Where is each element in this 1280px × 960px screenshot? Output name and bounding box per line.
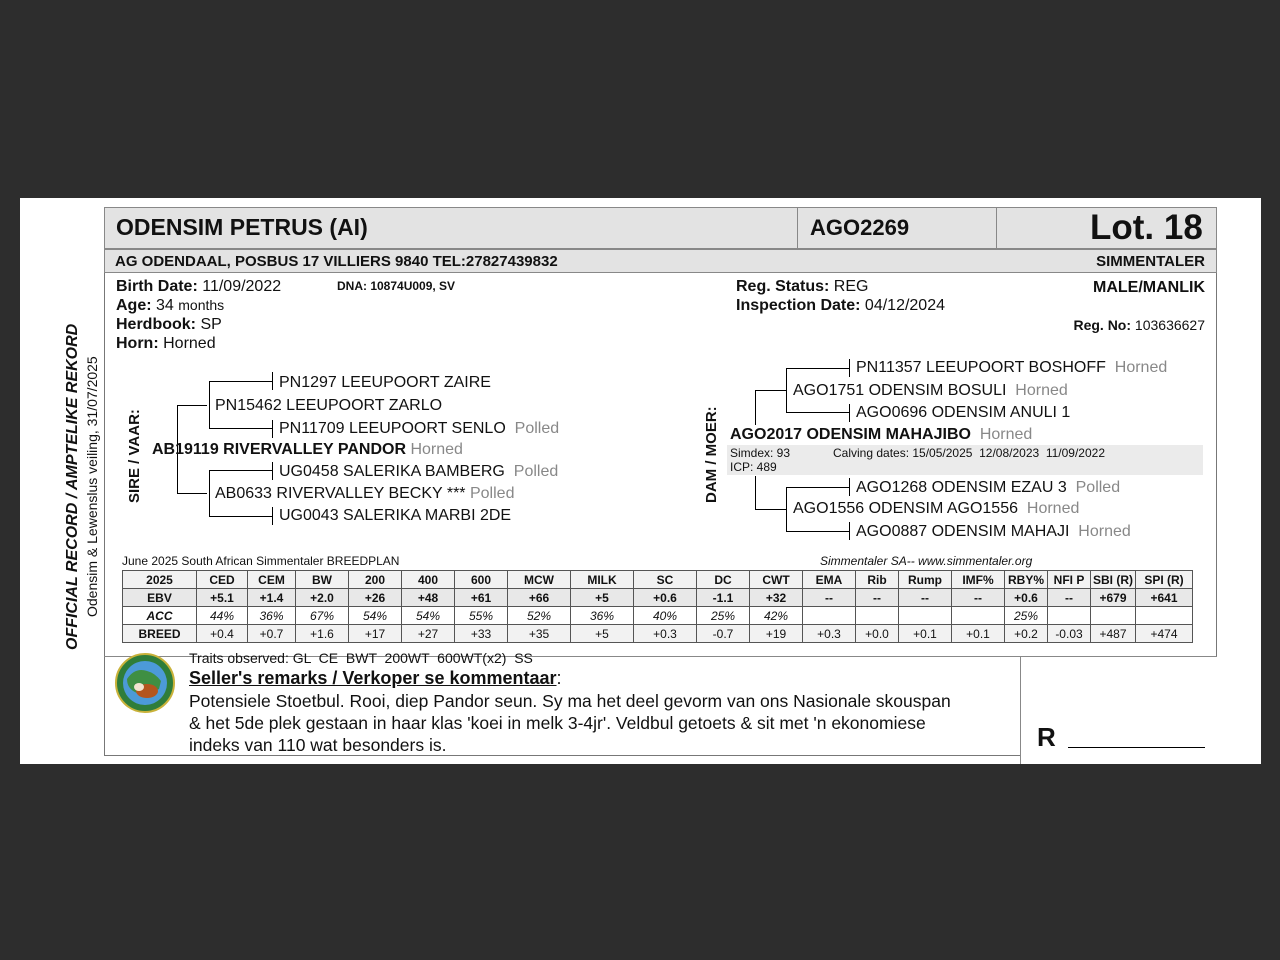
col-header: DC [697,571,750,589]
col-header: EMA [803,571,856,589]
breed-cell: +0.7 [248,625,296,643]
col-header: SPI (R) [1136,571,1193,589]
acc-cell [1048,607,1091,625]
breed-cell: +1.6 [296,625,349,643]
dam-icp: ICP: 489 [730,460,777,474]
col-header: IMF% [952,571,1005,589]
sire-dam-dam: UG0043 SALERIKA MARBI 2DE [279,507,512,524]
remarks-line-2: & het 5de plek gestaan in haar klas 'koei in melk 3-4jr'. Veldbul getoets & sit met 'n ekonomiese [189,713,926,733]
sex-label: MALE/MANLIK [1093,279,1205,296]
sire-dam: AB0633 RIVERVALLEY BECKY *** Polled [215,485,515,502]
acc-row [123,607,1193,625]
acc-cell: 55% [455,607,508,625]
col-header: 600 [455,571,508,589]
dam-dam: AGO1556 ODENSIM AGO1556 Horned [793,500,1080,517]
ebv-cell: +5.1 [197,589,248,607]
acc-cell [803,607,856,625]
ebv-cell: -1.1 [697,589,750,607]
ebv-cell: +2.0 [296,589,349,607]
acc-cell [1136,607,1193,625]
reg-number: Reg. No: 103636627 [1073,317,1205,333]
ebv-cell: +1.4 [248,589,296,607]
sire-dam-sire: UG0458 SALERIKA BAMBERG Polled [279,463,559,480]
col-header: Rib [856,571,899,589]
inspection-date: Inspection Date: 04/12/2024 [736,297,945,314]
dam-dam-sire: AGO1268 ODENSIM EZAU 3 Polled [856,479,1121,496]
col-header: BW [296,571,349,589]
breed-cell: +474 [1136,625,1193,643]
row-label: BREED [123,625,197,643]
breed-cell: +0.1 [952,625,1005,643]
dam-sire-sire: PN11357 LEEUPOORT BOSHOFF Horned [856,359,1168,376]
traits-observed: Traits observed: GL CE BWT 200WT 600WT(x2) SS [189,650,533,666]
herdbook: Herdbook: SP [116,316,222,333]
acc-cell [899,607,952,625]
ebv-cell: +26 [349,589,402,607]
sire-label: SIRE / VAAR: [126,409,143,503]
acc-cell [952,607,1005,625]
price-currency: R [1037,722,1056,752]
acc-cell: 40% [634,607,697,625]
animal-name: ODENSIM PETRUS (AI) [116,214,368,240]
breed-cell: -0.03 [1048,625,1091,643]
breed-cell: +5 [571,625,634,643]
sire-sire: PN15462 LEEUPOORT ZARLO [215,397,443,414]
acc-cell: 54% [349,607,402,625]
sire: AB19119 RIVERVALLEY PANDOR Horned [152,441,463,458]
col-header: MCW [508,571,571,589]
ebv-cell: +0.6 [634,589,697,607]
col-header: SBI (R) [1091,571,1136,589]
ebv-cell: -- [1048,589,1091,607]
ebv-cell: +5 [571,589,634,607]
breed-row [123,625,1193,643]
breed-cell: +0.0 [856,625,899,643]
col-header: Rump [899,571,952,589]
breed-cell: +19 [750,625,803,643]
breedplan-caption: June 2025 South African Simmentaler BREEDPLAN [122,554,400,568]
official-record-label: OFFICIAL RECORD / AMPTELIKE REKORD [64,323,81,650]
col-header: CWT [750,571,803,589]
dam-label: DAM / MOER: [703,406,720,503]
ebv-cell: +66 [508,589,571,607]
dam-dam-dam: AGO0887 ODENSIM MAHAJI Horned [856,523,1131,540]
price-entry-line[interactable] [1068,747,1205,748]
col-header: RBY% [1005,571,1048,589]
acc-cell [856,607,899,625]
simmentaler-logo [115,653,175,713]
ebv-cell: +32 [750,589,803,607]
col-header: CED [197,571,248,589]
breed-cell: +0.3 [803,625,856,643]
lot-number: Lot. 18 [1090,208,1203,247]
sire-sire-dam: PN11709 LEEUPOORT SENLO Polled [279,420,560,437]
reg-status: Reg. Status: REG [736,278,869,295]
ebv-header-row [123,571,1193,589]
breed-cell: -0.7 [697,625,750,643]
dam-sire-dam: AGO0696 ODENSIM ANULI 1 [856,404,1071,421]
row-label: EBV [123,589,197,607]
acc-cell: 25% [697,607,750,625]
acc-cell [1091,607,1136,625]
breed-cell: +0.1 [899,625,952,643]
dam-sire: AGO1751 ODENSIM BOSULI Horned [793,382,1068,399]
breed-cell: +0.2 [1005,625,1048,643]
ebv-cell: +0.6 [1005,589,1048,607]
ebv-cell: -- [856,589,899,607]
acc-cell: 67% [296,607,349,625]
birth-date: Birth Date: 11/09/2022 [116,278,282,295]
sale-info-label: Odensim & Lewenslus veiling, 31/07/2025 [84,356,100,617]
ebv-cell: -- [952,589,1005,607]
ebv-table [122,570,1193,643]
col-header: 400 [402,571,455,589]
acc-cell: 44% [197,607,248,625]
ebv-cell: -- [899,589,952,607]
breed-cell: +17 [349,625,402,643]
breeder-info: AG ODENDAAL, POSBUS 17 VILLIERS 9840 TEL:27827439832 [115,253,558,270]
remarks-line-3: indeks van 110 wat besonders is. [189,735,447,755]
breed-cell: +33 [455,625,508,643]
remarks-line-1: Potensiele Stoetbul. Rooi, diep Pandor seun. Sy ma het deel gevorm van ons Nasionale skouspan [189,691,951,711]
breed-cell: +0.3 [634,625,697,643]
acc-cell: 42% [750,607,803,625]
ebv-cell: -- [803,589,856,607]
ebv-cell: +48 [402,589,455,607]
horn-status: Horn: Horned [116,335,216,352]
dam-simdex: Simdex: 93 [730,446,791,460]
breed-cell: +27 [402,625,455,643]
col-header: 200 [349,571,402,589]
breed-label: SIMMENTALER [1096,253,1205,270]
ebv-row [123,589,1193,607]
row-label: ACC [123,607,197,625]
breed-cell: +35 [508,625,571,643]
acc-cell: 25% [1005,607,1048,625]
col-header: SC [634,571,697,589]
dam: AGO2017 ODENSIM MAHAJIBO Horned [730,426,1033,443]
year-cell: 2025 [123,571,197,589]
dam-calving-dates: Calving dates: 15/05/2025 12/08/2023 11/09/2022 [833,446,1105,460]
remarks-heading: Seller's remarks / Verkoper se kommentaar: [189,668,562,688]
col-header: MILK [571,571,634,589]
ebv-cell: +641 [1136,589,1193,607]
ebv-cell: +679 [1091,589,1136,607]
id-code: AGO2269 [810,215,910,240]
col-header: NFI P [1048,571,1091,589]
acc-cell: 36% [571,607,634,625]
breed-cell: +487 [1091,625,1136,643]
col-header: CEM [248,571,296,589]
breedplan-website: Simmentaler SA-- www.simmentaler.org [820,554,1033,568]
acc-cell: 54% [402,607,455,625]
acc-cell: 36% [248,607,296,625]
ebv-cell: +61 [455,589,508,607]
dna-info: DNA: 10874U009, SV [337,279,456,293]
sire-sire-sire: PN1297 LEEUPOORT ZAIRE [279,374,491,391]
acc-cell: 52% [508,607,571,625]
age: Age: 34 months [116,297,225,314]
breed-cell: +0.4 [197,625,248,643]
